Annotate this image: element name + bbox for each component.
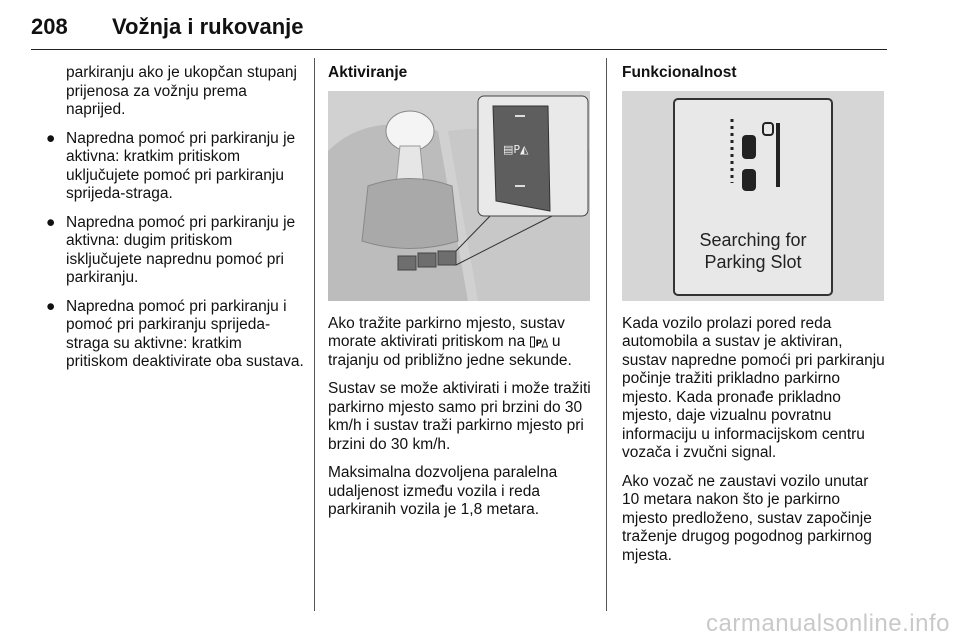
header-rule — [31, 49, 887, 50]
paragraph-function-2: Ako vozač ne zaustavi vozilo unutar 10 metara nakon što je parkirno mjesto predloženo, sustav započinje traženje drugog pogodnog parkirnog mjesta. — [622, 472, 872, 564]
bullet-text: Napredna pomoć pri parkiranju je aktivna: kratkim pritiskom uključujete pomoć pri parkiranju sprijeda-straga. — [66, 129, 296, 202]
bullet-dot-icon: ● — [46, 297, 56, 315]
display-text-line1: Searching for — [699, 229, 807, 250]
column-divider-1 — [314, 58, 315, 611]
paragraph-speed: Sustav se može aktivirati i može tražiti parkirno mjesto samo pri brzini do 30 km/h i sustav traži parkirno mjesto pri brzini do 30 km/h. — [328, 380, 591, 453]
driver-info-display-illustration — [622, 91, 884, 301]
page-title: Vožnja i rukovanje — [112, 14, 304, 39]
bullet-text: Napredna pomoć pri parkiranju i pomoć pri parkiranju sprijeda-straga su aktivne: kratkim pritiskom deaktivirate oba sustava. — [66, 297, 304, 370]
svg-text:P: P — [535, 339, 542, 348]
column-1 — [46, 64, 308, 382]
paragraph-lead: parkiranju ako je ukopčan stupanj prijenosa za vožnju prema naprijed. — [66, 64, 297, 118]
section-heading-activation: Aktiviranje — [328, 64, 408, 81]
parking-assist-button-icon — [530, 336, 548, 348]
column-2 — [328, 64, 594, 530]
bullet-text: Napredna pomoć pri parkiranju je aktivna: dugim pritiskom isključujete naprednu pomoć pri parkiranju. — [66, 213, 296, 286]
section-heading-functionality: Funkcionalnost — [622, 64, 737, 81]
paragraph-distance: Maksimalna dozvoljena paralelna udaljenost između vozila i reda parkiranih vozila je 1,8 metara. — [328, 464, 558, 518]
bullet-dot-icon: ● — [46, 213, 56, 231]
column-divider-2 — [606, 58, 607, 611]
page-number: 208 — [31, 14, 68, 39]
paragraph-text: Ako tražite parkirno mjesto, sustav morate aktivirati pritiskom na — [328, 314, 565, 350]
bullet-item — [46, 130, 308, 204]
svg-text:▤P◭: ▤P◭ — [503, 142, 529, 156]
watermark: carmanualsonline.info — [706, 610, 950, 637]
paragraph-function-1: Kada vozilo prolazi pored reda automobila a sustav je aktiviran, sustav napredne pomoći pri parkiranju počinje tražiti prikladno parkirno mjesto. Kada pronađe prikladno mjesto, daje vizualnu povratnu informaciju u informacijskom centru vozača i zvučni signal. — [622, 314, 885, 461]
bullet-item — [46, 214, 308, 288]
paragraph-activation — [328, 315, 594, 371]
display-text-line2: Parking Slot — [704, 251, 802, 272]
page-header — [31, 14, 887, 50]
paragraph-text: u trajanju od približno jedne sekunde. — [328, 333, 572, 369]
column-3 — [622, 64, 888, 575]
gear-console-illustration — [328, 91, 590, 301]
bullet-item — [46, 298, 308, 372]
bullet-dot-icon: ● — [46, 129, 56, 147]
